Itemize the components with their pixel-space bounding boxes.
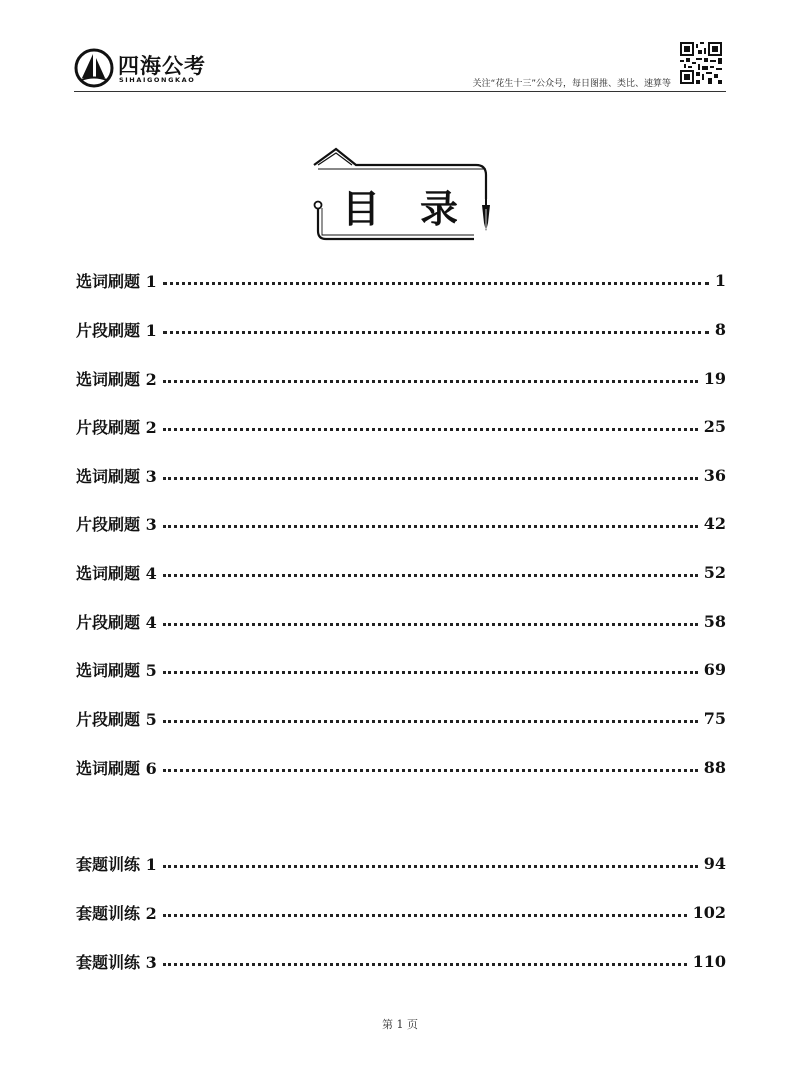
- toc-entry-page: 36: [703, 465, 726, 485]
- toc-entry-label: 选词刷题 3: [76, 466, 157, 486]
- page-number: 第 1 页: [382, 1018, 418, 1031]
- toc-entry[interactable]: [76, 459, 726, 491]
- toc-entry-page: 69: [703, 659, 726, 679]
- toc-entry-label: 选词刷题 6: [76, 758, 157, 778]
- toc-entry[interactable]: [76, 896, 726, 928]
- sailboat-logo-icon: [74, 48, 114, 88]
- toc-dot-leader: [163, 914, 687, 917]
- toc-entry[interactable]: [76, 945, 726, 977]
- toc-dot-leader: [163, 769, 698, 772]
- toc-entry[interactable]: [76, 313, 726, 345]
- toc-dot-leader: [163, 720, 698, 723]
- brand-logo: [74, 48, 224, 90]
- toc-entry-label: 套题训练 2: [76, 903, 157, 923]
- page-title: 目录: [341, 186, 498, 231]
- toc-entry-page: 8: [714, 319, 726, 339]
- toc-entry[interactable]: [76, 605, 726, 637]
- toc-dot-leader: [163, 380, 698, 383]
- toc-entry-label: 片段刷题 5: [76, 709, 157, 729]
- brand-name-en: SIHAIGONGKAO: [119, 76, 196, 84]
- toc-entry-page: 88: [703, 757, 726, 777]
- toc-dot-leader: [163, 574, 698, 577]
- toc-entry-label: 选词刷题 2: [76, 369, 157, 389]
- toc-dot-leader: [163, 428, 698, 431]
- toc-dot-leader: [163, 671, 698, 674]
- toc-entry[interactable]: [76, 362, 726, 394]
- brand-name-cn: 四海公考: [118, 54, 206, 78]
- toc-entry[interactable]: [76, 507, 726, 539]
- toc-dot-leader: [163, 477, 698, 480]
- toc-entry-label: 片段刷题 3: [76, 514, 157, 534]
- toc-dot-leader: [163, 963, 687, 966]
- toc-entry-label: 片段刷题 2: [76, 417, 157, 437]
- toc-entry[interactable]: [76, 556, 726, 588]
- toc-entry-page: 42: [703, 513, 726, 533]
- toc-entry-page: 94: [703, 853, 726, 873]
- toc-entry[interactable]: [76, 410, 726, 442]
- toc-entry-label: 选词刷题 5: [76, 660, 157, 680]
- toc-entry[interactable]: [76, 751, 726, 783]
- toc-dot-leader: [163, 865, 698, 868]
- toc-entry-page: 110: [692, 951, 726, 971]
- toc-entry-page: 52: [703, 562, 726, 582]
- toc-entry-label: 套题训练 1: [76, 854, 157, 874]
- toc-entry-page: 25: [703, 416, 726, 436]
- toc-dot-leader: [163, 331, 709, 334]
- toc-entry[interactable]: [76, 702, 726, 734]
- header-tagline: 关注“花生十三”公众号，每日图推、类比、速算等: [472, 79, 671, 89]
- header-divider: [74, 91, 726, 92]
- qr-code-icon: [680, 42, 722, 84]
- toc-entry[interactable]: [76, 264, 726, 296]
- toc-entry-label: 片段刷题 4: [76, 612, 157, 632]
- toc-entry-label: 套题训练 3: [76, 952, 157, 972]
- page-header: [0, 0, 800, 95]
- toc-entry-label: 选词刷题 4: [76, 563, 157, 583]
- toc-entry[interactable]: [76, 847, 726, 879]
- toc-dot-leader: [163, 282, 709, 285]
- toc-entry-page: 102: [692, 902, 726, 922]
- toc-entry-page: 58: [703, 611, 726, 631]
- toc-entry-label: 选词刷题 1: [76, 271, 157, 291]
- toc-dot-leader: [163, 623, 698, 626]
- toc-dot-leader: [163, 525, 698, 528]
- toc-entry-page: 1: [714, 270, 726, 290]
- toc-entry-page: 75: [703, 708, 726, 728]
- toc-entry[interactable]: [76, 653, 726, 685]
- toc-entry-page: 19: [703, 368, 726, 388]
- toc-entry-label: 片段刷题 1: [76, 320, 157, 340]
